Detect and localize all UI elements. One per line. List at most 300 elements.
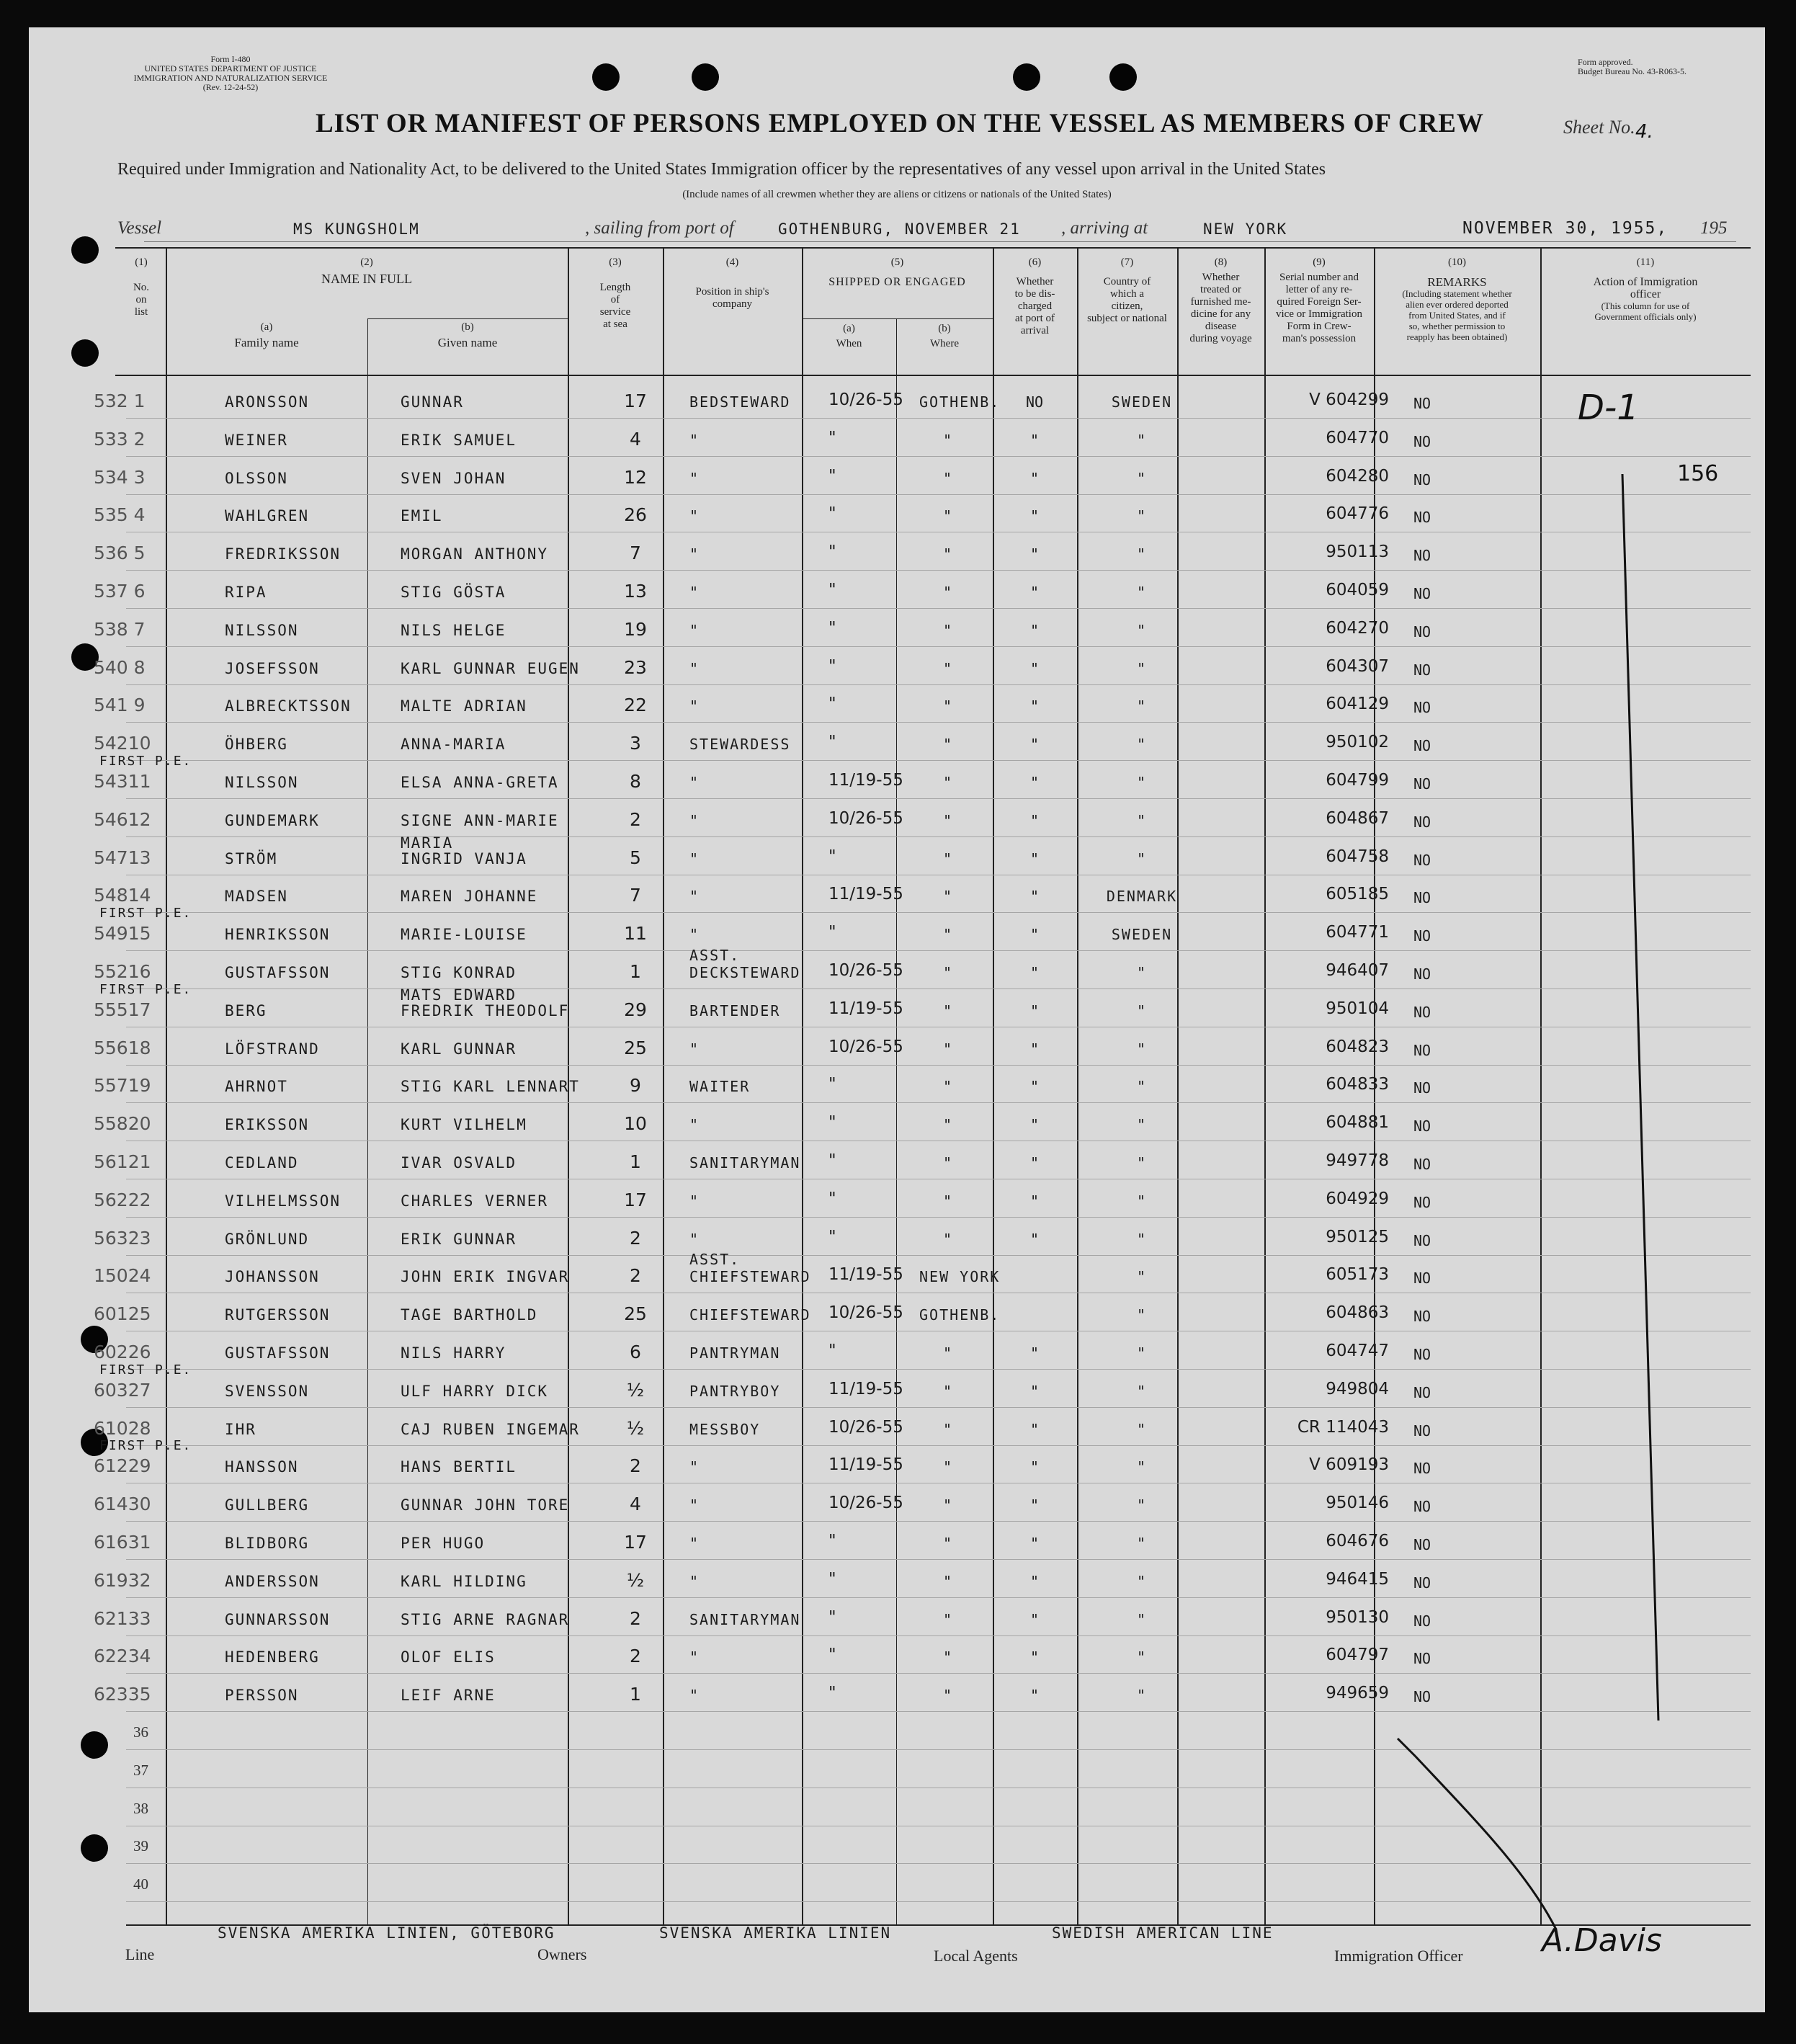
given-name: ERIK SAMUEL — [401, 432, 517, 449]
country: " — [1136, 584, 1148, 601]
length-of-service: 4 — [630, 1494, 641, 1514]
list-number: 538 7 — [94, 619, 146, 640]
family-name: WEINER — [225, 432, 288, 449]
family-name: BERG — [225, 1002, 267, 1019]
shipped-when: 11/19-55 — [828, 771, 903, 790]
country: " — [1136, 622, 1148, 639]
discharged: " — [1029, 1496, 1040, 1514]
discharged: " — [1029, 1154, 1040, 1171]
discharged: NO — [1025, 393, 1044, 411]
remarks: NO — [1413, 1042, 1431, 1059]
family-name: STRÖM — [225, 850, 278, 867]
country: SWEDEN — [1111, 926, 1173, 943]
list-number: 534 3 — [94, 467, 146, 488]
serial-number: 946415 — [1326, 1570, 1389, 1589]
sailing-label: , sailing from port of — [585, 218, 734, 238]
first-pe-note: FIRST P.E. — [99, 1362, 192, 1378]
family-name: MADSEN — [225, 888, 288, 905]
position: " — [689, 850, 700, 867]
shipped-when: " — [828, 1608, 836, 1627]
position-header: (4) Position in ship's company — [695, 256, 769, 310]
shipped-when: 10/26-55 — [828, 1037, 903, 1056]
serial-number: 950130 — [1326, 1608, 1389, 1627]
serial-number: 604867 — [1326, 809, 1389, 828]
remarks: NO — [1413, 1650, 1431, 1667]
serial-number: 604280 — [1326, 467, 1389, 486]
line-value: SVENSKA AMERIKA LINIEN, GÖTEBORG — [218, 1924, 555, 1942]
shipped-when: " — [828, 1075, 836, 1094]
given-name: MAREN JOHANNE — [401, 888, 538, 905]
given-name: JOHN ERIK INGVAR — [401, 1268, 570, 1285]
position: CHIEFSTEWARD — [689, 1268, 811, 1285]
serial-number: 604307 — [1326, 657, 1389, 676]
shipped-where: " — [942, 736, 954, 753]
discharged: " — [1029, 1383, 1040, 1400]
remarks: NO — [1413, 509, 1431, 526]
remarks: NO — [1413, 1079, 1431, 1097]
page-title: LIST OR MANIFEST OF PERSONS EMPLOYED ON THE VESSEL AS MEMBERS OF CREW — [316, 109, 1484, 138]
given-name-extra: MATS EDWARD — [401, 986, 517, 1004]
shipped-where: " — [942, 622, 954, 639]
position: " — [689, 1116, 700, 1133]
remarks: NO — [1413, 852, 1431, 869]
family-name: GUNDEMARK — [225, 812, 320, 829]
family-name: RUTGERSSON — [225, 1306, 331, 1324]
subtitle: Required under Immigration and Nationality Act, to be delivered to the United States Immigration officer by the representatives of any vessel upon arrival in the United States — [117, 160, 1326, 179]
remarks: NO — [1413, 1460, 1431, 1477]
given-name: CAJ RUBEN INGEMAR — [401, 1421, 580, 1438]
remarks: NO — [1413, 661, 1431, 679]
budget-bureau: Budget Bureau No. 43-R063-5. — [1578, 66, 1686, 76]
revision-line: (Rev. 12-24-52) — [202, 82, 259, 92]
form-number: Form I-480 — [210, 54, 251, 64]
shipped-when: " — [828, 504, 836, 523]
list-number: 540 8 — [94, 657, 146, 678]
serial-header: (9) Serial number and letter of any re- quired Foreign Ser- vice or Immigration Form in Crew- man's possession — [1276, 256, 1362, 344]
remarks: NO — [1413, 623, 1431, 641]
shipped-when: " — [828, 543, 836, 561]
given-name: KARL HILDING — [401, 1573, 527, 1590]
shipped-when: 11/19-55 — [828, 1265, 903, 1284]
shipped-where: " — [942, 926, 954, 943]
shipped-when: " — [828, 467, 836, 486]
shipped-where: NEW YORK — [919, 1268, 1001, 1285]
given-name: STIG GÖSTA — [401, 584, 506, 601]
family-name: ARONSSON — [225, 393, 310, 411]
discharged: " — [1029, 470, 1040, 487]
remarks: NO — [1413, 1536, 1431, 1553]
length-of-service: 11 — [624, 923, 647, 944]
empty-row-number: 36 — [133, 1723, 148, 1741]
country: SWEDEN — [1111, 393, 1173, 411]
remarks: NO — [1413, 813, 1431, 831]
list-number: 15024 — [94, 1265, 151, 1286]
service-line: IMMIGRATION AND NATURALIZATION SERVICE — [133, 73, 328, 83]
discharged: " — [1029, 507, 1040, 525]
serial-number: 949778 — [1326, 1151, 1389, 1170]
given-name: FREDRIK THEODOLF — [401, 1002, 570, 1019]
list-number: 54713 — [94, 847, 151, 868]
position: " — [689, 507, 700, 525]
serial-number: 949659 — [1326, 1684, 1389, 1702]
shipped-when: 10/26-55 — [828, 809, 903, 828]
remarks: NO — [1413, 775, 1431, 793]
when-header: (a) When — [836, 323, 862, 349]
position: MESSBOY — [689, 1421, 761, 1438]
discharged: " — [1029, 1192, 1040, 1210]
serial-number: 604881 — [1326, 1113, 1389, 1132]
vessel-label: Vessel — [117, 218, 162, 238]
length-of-service: 2 — [630, 1228, 641, 1249]
serial-number: 604747 — [1326, 1342, 1389, 1360]
family-name: RIPA — [225, 584, 267, 601]
remarks: NO — [1413, 1346, 1431, 1363]
country: " — [1136, 850, 1148, 867]
remarks-header: (10) REMARKS (Including statement whether alien ever ordered deported from United States, and if so, whether permission to reapply has been obtained) — [1402, 256, 1512, 342]
discharged: " — [1029, 1611, 1040, 1628]
position: " — [689, 660, 700, 677]
list-number: 62234 — [94, 1646, 151, 1666]
family-name: JOHANSSON — [225, 1268, 320, 1285]
shipped-when: " — [828, 733, 836, 751]
remarks: NO — [1413, 1688, 1431, 1705]
remarks: NO — [1413, 737, 1431, 754]
remarks: NO — [1413, 1117, 1431, 1135]
shipped-when: 10/26-55 — [828, 1418, 903, 1437]
immigration-officer-label: Immigration Officer — [1334, 1947, 1463, 1965]
serial-number: 604823 — [1326, 1037, 1389, 1056]
family-name: ERIKSSON — [225, 1116, 310, 1133]
family-name: HEDENBERG — [225, 1648, 320, 1666]
shipped-where: GOTHENB. — [919, 1306, 1001, 1324]
position: CHIEFSTEWARD — [689, 1306, 811, 1324]
position: " — [689, 774, 700, 791]
family-name: HANSSON — [225, 1458, 299, 1476]
shipped-where: " — [942, 697, 954, 715]
shipped-where: " — [942, 774, 954, 791]
country: " — [1136, 1268, 1148, 1285]
length-of-service: 1 — [630, 961, 641, 982]
empty-row-number: 37 — [133, 1762, 148, 1779]
country: " — [1136, 1458, 1148, 1476]
given-name: HANS BERTIL — [401, 1458, 517, 1476]
shipped-when: " — [828, 657, 836, 676]
position: " — [689, 622, 700, 639]
position: " — [689, 1535, 700, 1552]
disease-header: (8) Whether treated or furnished me- dicine for any disease during voyage — [1189, 256, 1252, 344]
country: " — [1136, 1116, 1148, 1133]
position: SANITARYMAN — [689, 1154, 801, 1171]
country: " — [1136, 1535, 1148, 1552]
country: " — [1136, 1306, 1148, 1324]
local-agents-value: SWEDISH AMERICAN LINE — [1052, 1924, 1274, 1942]
family-name: BLIDBORG — [225, 1535, 310, 1552]
discharged: " — [1029, 926, 1040, 943]
given-name: ULF HARRY DICK — [401, 1383, 549, 1400]
family-name: ÖHBERG — [225, 736, 288, 753]
remarks: NO — [1413, 1269, 1431, 1287]
given-name-extra: MARIA — [401, 834, 454, 852]
shipped-where: GOTHENB. — [919, 393, 1001, 411]
family-name: GRÖNLUND — [225, 1231, 310, 1248]
serial-number: 604929 — [1326, 1190, 1389, 1208]
discharged: " — [1029, 545, 1040, 563]
shipped-where: " — [942, 432, 954, 449]
length-of-service: 2 — [630, 1455, 641, 1476]
owners-value: SVENSKA AMERIKA LINIEN — [659, 1924, 892, 1942]
remarks: NO — [1413, 699, 1431, 716]
position: BEDSTEWARD — [689, 393, 791, 411]
serial-number: 604799 — [1326, 771, 1389, 790]
shipped-where: " — [942, 1231, 954, 1248]
shipped-when: 11/19-55 — [828, 1455, 903, 1474]
discharged: " — [1029, 697, 1040, 715]
country: " — [1136, 1573, 1148, 1590]
country-header: (7) Country of which a citizen, subject or national — [1087, 256, 1167, 324]
list-number: 54311 — [94, 771, 151, 792]
position: " — [689, 926, 700, 943]
serial-number: 604059 — [1326, 581, 1389, 599]
shipped-where: " — [942, 1116, 954, 1133]
shipped-when: " — [828, 1342, 836, 1360]
shipped-when: " — [828, 1190, 836, 1208]
shipped-when: 11/19-55 — [828, 999, 903, 1018]
shipped-when: " — [828, 429, 836, 447]
country: " — [1136, 774, 1148, 791]
serial-number: 946407 — [1326, 961, 1389, 980]
shipped-where: " — [942, 1154, 954, 1171]
list-number: 54612 — [94, 809, 151, 830]
year-suffix: 195 — [1700, 218, 1728, 238]
length-of-service: 1 — [630, 1151, 641, 1172]
family-name: AHRNOT — [225, 1078, 288, 1095]
family-name: NILSSON — [225, 774, 299, 791]
position: " — [689, 1648, 700, 1666]
country: " — [1136, 1040, 1148, 1058]
country: " — [1136, 1421, 1148, 1438]
serial-number: 950113 — [1326, 543, 1389, 561]
length-of-service: 17 — [624, 1532, 647, 1553]
country: " — [1136, 470, 1148, 487]
position: " — [689, 1573, 700, 1590]
position-prefix: ASST. — [689, 947, 741, 964]
shipped-where: " — [942, 1078, 954, 1095]
position: " — [689, 470, 700, 487]
length-of-service: ½ — [626, 1380, 645, 1401]
list-number: 533 2 — [94, 429, 146, 450]
list-number: 536 5 — [94, 543, 146, 563]
serial-number: 950146 — [1326, 1494, 1389, 1512]
shipped-when: " — [828, 1532, 836, 1550]
serial-number: 604797 — [1326, 1646, 1389, 1664]
remarks: NO — [1413, 433, 1431, 450]
country: " — [1136, 736, 1148, 753]
discharged: " — [1029, 1458, 1040, 1476]
length-of-service: 8 — [630, 771, 641, 792]
shipped-where: " — [942, 1458, 954, 1476]
serial-number: 604863 — [1326, 1303, 1389, 1322]
length-of-service: 3 — [630, 733, 641, 754]
officer-signature: A.Davis — [1542, 1922, 1662, 1959]
remarks: NO — [1413, 395, 1431, 412]
list-number: 61028 — [94, 1418, 151, 1439]
family-name-header: (a) Family name — [234, 321, 299, 349]
family-name: IHR — [225, 1421, 256, 1438]
list-number: 54915 — [94, 923, 151, 944]
position: WAITER — [689, 1078, 751, 1095]
shipped-when: " — [828, 1684, 836, 1702]
shipped-where: " — [942, 660, 954, 677]
country: " — [1136, 1154, 1148, 1171]
discharged: " — [1029, 888, 1040, 905]
family-name: ANDERSSON — [225, 1573, 320, 1590]
list-number: 60327 — [94, 1380, 151, 1401]
discharged: " — [1029, 964, 1040, 981]
given-name: NILS HELGE — [401, 622, 506, 639]
action-header: (11) Action of Immigration officer (This column for use of Government officials only) — [1593, 256, 1698, 322]
length-of-service: 29 — [624, 999, 647, 1020]
length-of-service: 25 — [624, 1037, 647, 1058]
given-name: STIG KONRAD — [401, 964, 517, 981]
where-header: (b) Where — [930, 323, 959, 349]
family-name: JOSEFSSON — [225, 660, 320, 677]
position: " — [689, 432, 700, 449]
list-number: 62335 — [94, 1684, 151, 1705]
country: " — [1136, 964, 1148, 981]
shipped-where: " — [942, 1573, 954, 1590]
shipped-where: " — [942, 1687, 954, 1704]
given-name: KARL GUNNAR — [401, 1040, 517, 1058]
first-pe-note: FIRST P.E. — [99, 1438, 192, 1453]
col1-header: (1) No. on list — [133, 256, 150, 318]
position: PANTRYBOY — [689, 1383, 781, 1400]
position: " — [689, 584, 700, 601]
position: " — [689, 1192, 700, 1210]
remarks: NO — [1413, 1004, 1431, 1021]
length-of-service: 2 — [630, 1265, 641, 1286]
list-number: 55216 — [94, 961, 151, 982]
empty-row-number: 39 — [133, 1837, 148, 1855]
shipped-when: " — [828, 1646, 836, 1664]
shipped-where: " — [942, 888, 954, 905]
shipped-where: " — [942, 812, 954, 829]
list-number: 55719 — [94, 1075, 151, 1096]
list-number: 56121 — [94, 1151, 151, 1172]
country: " — [1136, 1648, 1148, 1666]
length-of-service: 22 — [624, 695, 647, 715]
discharged: " — [1029, 736, 1040, 753]
given-name: CHARLES VERNER — [401, 1192, 549, 1210]
shipped-where: " — [942, 470, 954, 487]
country: " — [1136, 1344, 1148, 1362]
country: " — [1136, 1383, 1148, 1400]
remarks: NO — [1413, 471, 1431, 488]
shipped-where: " — [942, 1496, 954, 1514]
list-number: 55517 — [94, 999, 151, 1020]
given-name: OLOF ELIS — [401, 1648, 496, 1666]
handwritten-count: 156 — [1677, 461, 1719, 486]
country: " — [1136, 432, 1148, 449]
remarks: NO — [1413, 1232, 1431, 1249]
shipped-when: " — [828, 1113, 836, 1132]
position: " — [689, 812, 700, 829]
list-number: 541 9 — [94, 695, 146, 715]
shipped-where: " — [942, 1002, 954, 1019]
position: " — [689, 1458, 700, 1476]
serial-number: V 609193 — [1309, 1455, 1389, 1474]
shipped-where: " — [942, 1383, 954, 1400]
shipped-where: " — [942, 1040, 954, 1058]
shipped-when: " — [828, 619, 836, 638]
sheet-label: Sheet No. — [1563, 117, 1635, 138]
shipped-where: " — [942, 545, 954, 563]
list-number: 532 1 — [94, 390, 146, 411]
serial-number: 604758 — [1326, 847, 1389, 866]
discharged: " — [1029, 660, 1040, 677]
length-of-service: 17 — [624, 1190, 647, 1210]
position: " — [689, 1687, 700, 1704]
shipped-when: " — [828, 847, 836, 866]
length-of-service: 19 — [624, 619, 647, 640]
serial-number: 604129 — [1326, 695, 1389, 713]
family-name: GUNNARSSON — [225, 1611, 331, 1628]
discharged: " — [1029, 1535, 1040, 1552]
discharged: " — [1029, 1573, 1040, 1590]
shipped-where: " — [942, 964, 954, 981]
length-of-service: ½ — [626, 1570, 645, 1591]
shipped-when: " — [828, 1151, 836, 1170]
position: " — [689, 697, 700, 715]
shipped-where: " — [942, 1648, 954, 1666]
given-name: STIG KARL LENNART — [401, 1078, 580, 1095]
length-of-service: 25 — [624, 1303, 647, 1324]
serial-number: CR 114043 — [1297, 1418, 1389, 1437]
list-number: 54814 — [94, 885, 151, 906]
serial-number: 950102 — [1326, 733, 1389, 751]
manifest-sheet — [29, 27, 1765, 2012]
serial-number: 604676 — [1326, 1532, 1389, 1550]
position: BARTENDER — [689, 1002, 781, 1019]
given-name: TAGE BARTHOLD — [401, 1306, 538, 1324]
length-of-service: 2 — [630, 1646, 641, 1666]
given-name: INGRID VANJA — [401, 850, 527, 867]
family-name: WAHLGREN — [225, 507, 310, 525]
given-name: KARL GUNNAR EUGEN — [401, 660, 580, 677]
remarks: NO — [1413, 1308, 1431, 1325]
empty-row-number: 40 — [133, 1875, 148, 1893]
country: " — [1136, 660, 1148, 677]
remarks: NO — [1413, 1422, 1431, 1440]
discharged: " — [1029, 812, 1040, 829]
list-number: 60226 — [94, 1342, 151, 1362]
arriving-label: , arriving at — [1061, 218, 1148, 238]
country: " — [1136, 1002, 1148, 1019]
shipped-where: " — [942, 507, 954, 525]
shipped-when: 10/26-55 — [828, 1494, 903, 1512]
discharged: " — [1029, 1040, 1040, 1058]
length-header: (3) Length of service at sea — [599, 256, 631, 330]
length-of-service: 4 — [630, 429, 641, 450]
shipped-when: " — [828, 581, 836, 599]
serial-number: 604771 — [1326, 923, 1389, 942]
family-name: SVENSSON — [225, 1383, 310, 1400]
discharged-header: (6) Whether to be dis- charged at port of arrival — [1014, 256, 1055, 336]
discharged: " — [1029, 1116, 1040, 1133]
remarks: NO — [1413, 889, 1431, 906]
discharged: " — [1029, 432, 1040, 449]
serial-number: 604776 — [1326, 504, 1389, 523]
discharged: " — [1029, 774, 1040, 791]
